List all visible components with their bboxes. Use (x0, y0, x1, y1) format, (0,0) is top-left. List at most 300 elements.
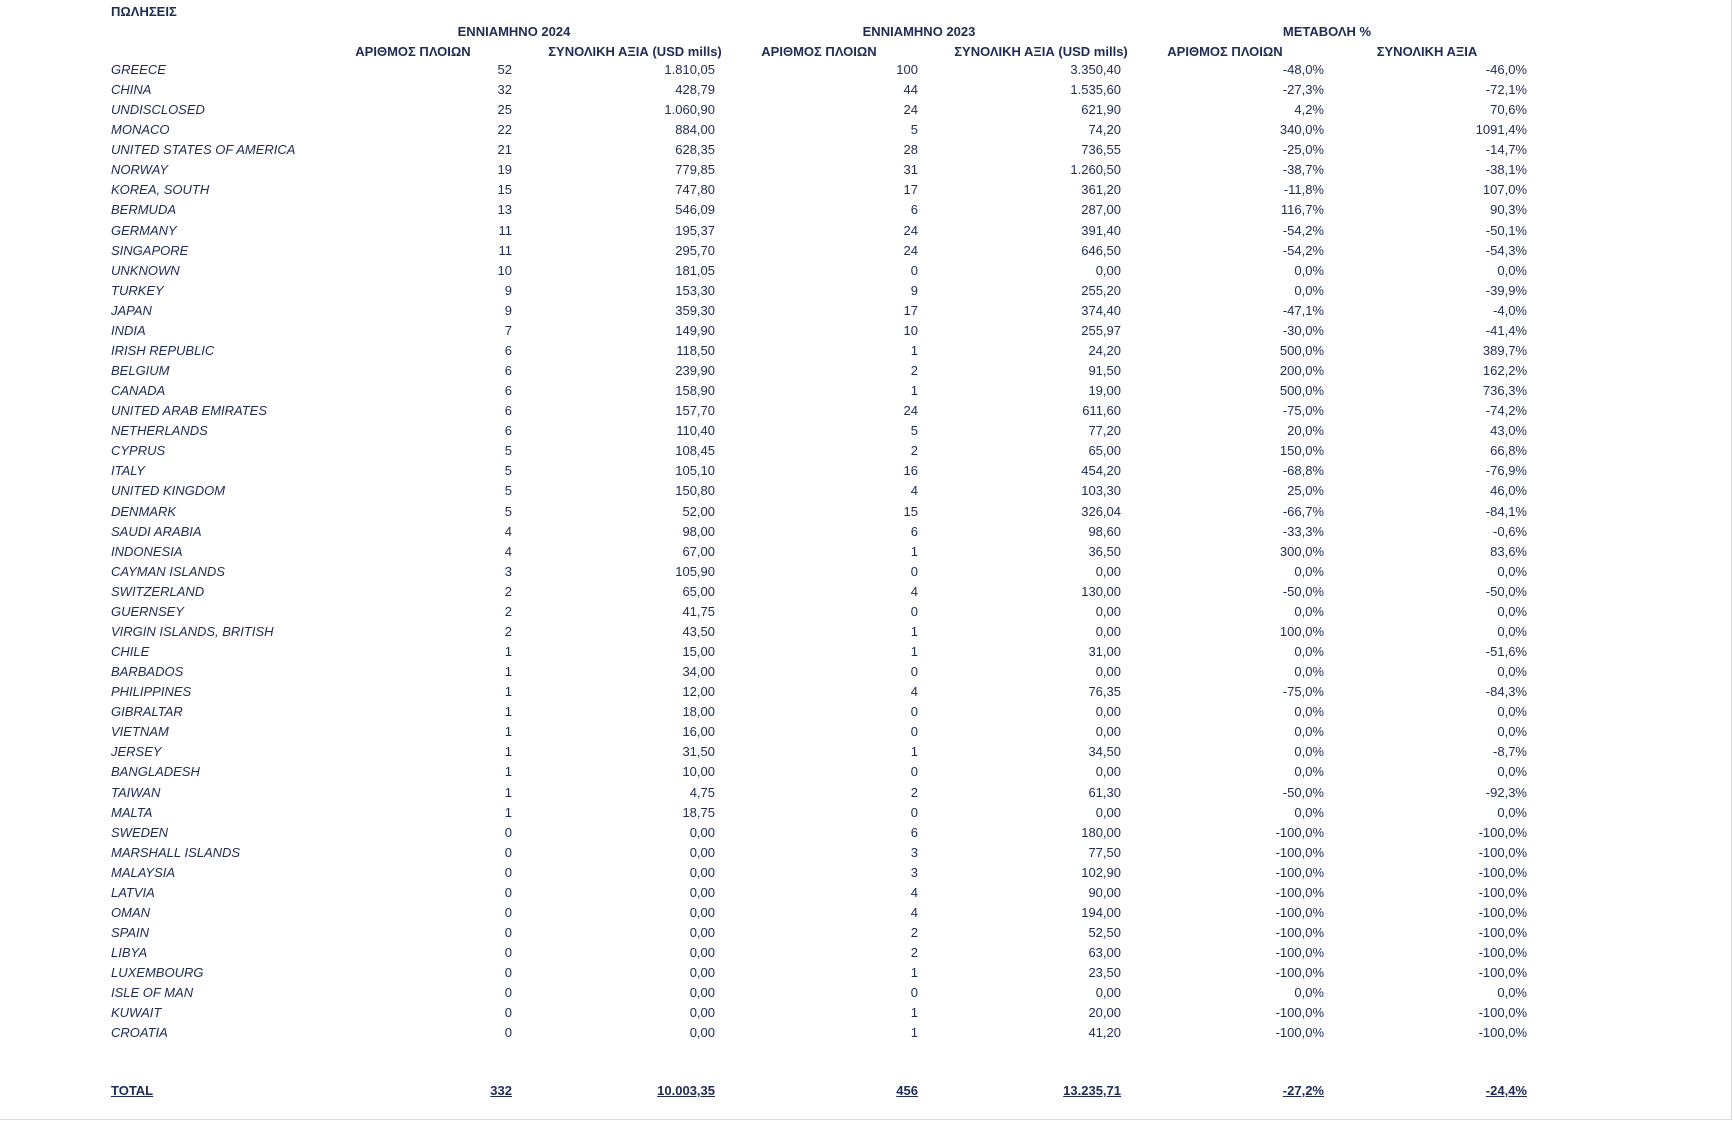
ships-2024-cell: 2 (504, 584, 512, 599)
country-cell: UNITED ARAB EMIRATES (111, 403, 268, 418)
ships-2023-cell: 0 (910, 764, 918, 779)
value-change-cell: -38,1% (1485, 162, 1527, 177)
ships-2023-cell: 0 (910, 664, 918, 679)
value-2023-cell: 36,50 (1088, 544, 1121, 559)
value-2024-cell: 0,00 (689, 1025, 715, 1040)
ships-change-cell: 500,0% (1279, 383, 1324, 398)
value-2023-cell: 24,20 (1088, 343, 1121, 358)
value-change-cell: 0,0% (1497, 564, 1527, 579)
ships-2024-cell: 11 (498, 223, 512, 238)
country-cell: UNKNOWN (111, 263, 180, 278)
value-change-cell: -51,6% (1485, 644, 1527, 659)
period-header-change: ΜΕΤΑΒΟΛΗ % (1282, 24, 1372, 39)
total-ships-change: -27,2% (1282, 1083, 1324, 1098)
value-2024-cell: 0,00 (689, 965, 715, 980)
ships-change-cell: -100,0% (1275, 925, 1324, 940)
ships-2024-cell: 1 (504, 704, 512, 719)
value-2023-cell: 63,00 (1088, 945, 1121, 960)
value-change-cell: 0,0% (1497, 985, 1527, 1000)
ships-2024-cell: 0 (504, 885, 512, 900)
country-cell: CHINA (111, 82, 152, 97)
value-2023-cell: 0,00 (1095, 664, 1121, 679)
value-2024-cell: 0,00 (689, 925, 715, 940)
ships-2023-cell: 1 (910, 383, 918, 398)
ships-change-cell: -66,7% (1282, 504, 1324, 519)
ships-2024-cell: 19 (497, 162, 512, 177)
ships-2023-cell: 31 (903, 162, 918, 177)
ships-change-cell: 0,0% (1294, 664, 1324, 679)
country-cell: VIETNAM (111, 724, 169, 739)
value-change-cell: -8,7% (1493, 744, 1527, 759)
value-2024-cell: 1.810,05 (664, 62, 715, 77)
ships-change-cell: 0,0% (1294, 764, 1324, 779)
ships-2023-cell: 4 (910, 584, 918, 599)
ships-2024-cell: 5 (504, 483, 512, 498)
country-cell: JAPAN (111, 303, 152, 318)
country-cell: MARSHALL ISLANDS (111, 845, 241, 860)
value-2023-cell: 0,00 (1095, 564, 1121, 579)
ships-2024-cell: 32 (497, 82, 512, 97)
value-2024-cell: 181,05 (675, 263, 715, 278)
value-2024-cell: 153,30 (675, 283, 715, 298)
ships-2024-cell: 6 (504, 383, 512, 398)
value-change-cell: 70,6% (1490, 102, 1527, 117)
value-change-cell: 1091,4% (1475, 122, 1527, 137)
ships-change-cell: 0,0% (1294, 564, 1324, 579)
ships-2024-cell: 6 (504, 363, 512, 378)
value-change-cell: -41,4% (1485, 323, 1527, 338)
ships-change-cell: 340,0% (1279, 122, 1324, 137)
ships-2023-cell: 28 (903, 142, 918, 157)
total-value-2024: 10.003,35 (657, 1083, 715, 1098)
value-2024-cell: 195,37 (675, 223, 715, 238)
ships-2023-cell: 4 (910, 905, 918, 920)
value-change-cell: 43,0% (1490, 423, 1527, 438)
ships-change-cell: 0,0% (1294, 283, 1324, 298)
value-change-cell: 83,6% (1490, 544, 1527, 559)
country-cell: TURKEY (111, 283, 164, 298)
ships-2023-cell: 5 (910, 423, 918, 438)
ships-change-cell: 0,0% (1294, 263, 1324, 278)
value-change-cell: 46,0% (1490, 483, 1527, 498)
value-change-cell: -100,0% (1478, 965, 1527, 980)
ships-change-cell: -30,0% (1282, 323, 1324, 338)
ships-2023-cell: 1 (910, 744, 918, 759)
country-cell: SAUDI ARABIA (111, 524, 202, 539)
value-2023-cell: 3.350,40 (1070, 62, 1121, 77)
ships-change-cell: -75,0% (1282, 403, 1324, 418)
col-header-value-2023: ΣΥΝΟΛΙΚΗ ΑΞΙΑ (USD mills) (954, 44, 1128, 59)
ships-2024-cell: 6 (504, 403, 512, 418)
country-cell: MONACO (111, 122, 170, 137)
ships-2024-cell: 2 (504, 604, 512, 619)
country-cell: OMAN (111, 905, 150, 920)
ships-2024-cell: 5 (504, 443, 512, 458)
value-change-cell: -50,1% (1485, 223, 1527, 238)
ships-change-cell: -50,0% (1282, 584, 1324, 599)
ships-2024-cell: 0 (504, 925, 512, 940)
value-2024-cell: 157,70 (675, 403, 715, 418)
ships-2023-cell: 0 (910, 985, 918, 1000)
value-2024-cell: 779,85 (675, 162, 715, 177)
value-2023-cell: 621,90 (1081, 102, 1121, 117)
total-value-change: -24,4% (1485, 1083, 1527, 1098)
ships-2024-cell: 2 (504, 624, 512, 639)
value-2023-cell: 287,00 (1081, 202, 1121, 217)
ships-2024-cell: 1 (504, 744, 512, 759)
value-2024-cell: 295,70 (675, 243, 715, 258)
ships-change-cell: 0,0% (1294, 724, 1324, 739)
period-header-2023: ΕΝΝΙΑΜΗΝΟ 2023 (862, 24, 976, 39)
value-2023-cell: 194,00 (1081, 905, 1121, 920)
value-2023-cell: 19,00 (1088, 383, 1121, 398)
ships-2024-cell: 52 (497, 62, 512, 77)
country-cell: BARBADOS (111, 664, 184, 679)
ships-2024-cell: 5 (504, 463, 512, 478)
value-2023-cell: 0,00 (1095, 724, 1121, 739)
ships-change-cell: 200,0% (1279, 363, 1324, 378)
country-cell: JERSEY (111, 744, 162, 759)
value-change-cell: 162,2% (1482, 363, 1527, 378)
value-2023-cell: 0,00 (1095, 704, 1121, 719)
country-cell: LIBYA (111, 945, 148, 960)
value-2024-cell: 118,50 (676, 343, 715, 358)
value-2024-cell: 67,00 (682, 544, 715, 559)
ships-change-cell: 0,0% (1294, 985, 1324, 1000)
ships-2023-cell: 24 (903, 403, 918, 418)
country-cell: ITALY (111, 463, 145, 478)
value-2024-cell: 18,00 (682, 704, 715, 719)
ships-2023-cell: 16 (903, 463, 918, 478)
total-value-2023-wrap (961, 1083, 1121, 1099)
value-2023-cell: 255,97 (1081, 323, 1121, 338)
value-2024-cell: 149,90 (675, 323, 715, 338)
value-2024-cell: 16,00 (682, 724, 715, 739)
total-ships-2024: 332 (490, 1083, 512, 1098)
ships-2024-cell: 1 (504, 785, 512, 800)
total-label: TOTAL (111, 1083, 154, 1098)
value-change-cell: -100,0% (1478, 885, 1527, 900)
country-cell: IRISH REPUBLIC (111, 343, 215, 358)
value-2023-cell: 736,55 (1081, 142, 1121, 157)
country-cell: INDIA (111, 323, 146, 338)
ships-change-cell: 300,0% (1279, 544, 1324, 559)
ships-change-cell: 0,0% (1294, 644, 1324, 659)
country-cell: NETHERLANDS (111, 423, 208, 438)
value-change-cell: 107,0% (1482, 182, 1527, 197)
value-2024-cell: 18,75 (682, 805, 715, 820)
ships-2024-cell: 0 (504, 905, 512, 920)
total-value-change-wrap (1367, 1083, 1527, 1099)
ships-2024-cell: 1 (504, 764, 512, 779)
value-2024-cell: 0,00 (689, 985, 715, 1000)
ships-2023-cell: 4 (910, 885, 918, 900)
value-2024-cell: 158,90 (675, 383, 715, 398)
col-header-ships-2024: ΑΡΙΘΜΟΣ ΠΛΟΙΩΝ (355, 44, 471, 59)
value-2024-cell: 98,00 (682, 524, 715, 539)
country-cell: UNITED STATES OF AMERICA (111, 142, 296, 157)
value-change-cell: 389,7% (1482, 343, 1527, 358)
ships-change-cell: 100,0% (1279, 624, 1324, 639)
value-2024-cell: 4,75 (689, 785, 715, 800)
value-2024-cell: 52,00 (682, 504, 715, 519)
country-cell: NORWAY (111, 162, 169, 177)
sheet-title: ΠΩΛΗΣΕΙΣ (111, 4, 177, 19)
value-2024-cell: 1.060,90 (664, 102, 715, 117)
ships-2023-cell: 0 (910, 604, 918, 619)
country-cell: BERMUDA (111, 202, 177, 217)
value-change-cell: -72,1% (1485, 82, 1527, 97)
value-2023-cell: 52,50 (1088, 925, 1121, 940)
value-2024-cell: 10,00 (682, 764, 715, 779)
ships-2024-cell: 0 (504, 865, 512, 880)
country-cell: CROATIA (111, 1025, 168, 1040)
value-2024-cell: 105,10 (675, 463, 715, 478)
ships-2024-cell: 15 (497, 182, 512, 197)
value-change-cell: -100,0% (1478, 1005, 1527, 1020)
ships-change-cell: -48,0% (1282, 62, 1324, 77)
ships-2023-cell: 6 (910, 202, 918, 217)
value-change-cell: -46,0% (1485, 62, 1527, 77)
value-change-cell: -54,3% (1485, 243, 1527, 258)
country-cell: LUXEMBOURG (111, 965, 204, 980)
country-cell: DENMARK (111, 504, 177, 519)
value-change-cell: -100,0% (1478, 945, 1527, 960)
ships-change-cell: 116,7% (1280, 202, 1324, 217)
value-2023-cell: 98,60 (1088, 524, 1121, 539)
ships-2023-cell: 24 (903, 223, 918, 238)
ships-change-cell: 4,2% (1294, 102, 1324, 117)
country-cell: PHILIPPINES (111, 684, 192, 699)
value-2024-cell: 884,00 (675, 122, 715, 137)
value-2024-cell: 0,00 (689, 885, 715, 900)
ships-change-cell: -100,0% (1275, 905, 1324, 920)
value-2024-cell: 628,35 (675, 142, 715, 157)
ships-change-cell: -100,0% (1275, 885, 1324, 900)
ships-change-cell: 500,0% (1279, 343, 1324, 358)
country-cell: INDONESIA (111, 544, 183, 559)
total-ships-change-wrap (1164, 1083, 1324, 1099)
country-cell: CHILE (111, 644, 150, 659)
col-header-value-change: ΣΥΝΟΛΙΚΗ ΑΞΙΑ (1376, 44, 1478, 59)
ships-change-cell: -47,1% (1282, 303, 1324, 318)
value-2024-cell: 31,50 (682, 744, 715, 759)
value-2023-cell: 41,20 (1088, 1025, 1121, 1040)
value-2024-cell: 0,00 (689, 905, 715, 920)
value-2023-cell: 326,04 (1081, 504, 1121, 519)
value-2023-cell: 0,00 (1095, 805, 1121, 820)
ships-2023-cell: 1 (910, 1025, 918, 1040)
ships-2023-cell: 6 (910, 524, 918, 539)
ships-2024-cell: 0 (504, 965, 512, 980)
ships-change-cell: 0,0% (1294, 704, 1324, 719)
value-2023-cell: 20,00 (1088, 1005, 1121, 1020)
value-change-cell: -100,0% (1478, 905, 1527, 920)
value-2023-cell: 374,40 (1081, 303, 1121, 318)
value-2023-cell: 454,20 (1081, 463, 1121, 478)
country-cell: CANADA (111, 383, 166, 398)
ships-2024-cell: 0 (504, 825, 512, 840)
ships-2024-cell: 7 (504, 323, 512, 338)
total-ships-2024-wrap (352, 1083, 512, 1099)
ships-change-cell: 0,0% (1294, 805, 1324, 820)
value-2024-cell: 43,50 (682, 624, 715, 639)
value-2024-cell: 359,30 (675, 303, 715, 318)
value-2023-cell: 646,50 (1081, 243, 1121, 258)
value-2023-cell: 391,40 (1081, 223, 1121, 238)
ships-2023-cell: 1 (910, 544, 918, 559)
col-header-value-2024: ΣΥΝΟΛΙΚΗ ΑΞΙΑ (USD mills) (548, 44, 722, 59)
value-change-cell: 0,0% (1497, 624, 1527, 639)
ships-2023-cell: 0 (910, 564, 918, 579)
value-2024-cell: 0,00 (689, 845, 715, 860)
ships-change-cell: -100,0% (1275, 945, 1324, 960)
ships-2023-cell: 1 (910, 343, 918, 358)
value-change-cell: 0,0% (1497, 664, 1527, 679)
value-2023-cell: 90,00 (1088, 885, 1121, 900)
value-change-cell: 0,0% (1497, 704, 1527, 719)
total-value-2024-wrap (555, 1083, 715, 1099)
value-change-cell: -100,0% (1478, 1025, 1527, 1040)
value-2023-cell: 77,20 (1088, 423, 1121, 438)
value-2023-cell: 23,50 (1088, 965, 1121, 980)
value-change-cell: -100,0% (1478, 865, 1527, 880)
value-2023-cell: 1.535,60 (1070, 82, 1121, 97)
value-2023-cell: 76,35 (1088, 684, 1121, 699)
value-2023-cell: 180,00 (1081, 825, 1121, 840)
ships-2024-cell: 4 (504, 544, 512, 559)
value-change-cell: -100,0% (1478, 825, 1527, 840)
value-change-cell: 0,0% (1497, 764, 1527, 779)
ships-2024-cell: 1 (504, 684, 512, 699)
value-2023-cell: 34,50 (1088, 744, 1121, 759)
ships-change-cell: -11,8% (1283, 182, 1324, 197)
ships-2023-cell: 17 (903, 303, 918, 318)
total-label-wrap (111, 1083, 371, 1099)
ships-change-cell: 20,0% (1287, 423, 1324, 438)
value-2023-cell: 0,00 (1095, 764, 1121, 779)
value-change-cell: -100,0% (1478, 925, 1527, 940)
value-2023-cell: 611,60 (1082, 403, 1121, 418)
ships-2023-cell: 44 (903, 82, 918, 97)
ships-2023-cell: 3 (910, 865, 918, 880)
ships-change-cell: -38,7% (1282, 162, 1324, 177)
ships-2024-cell: 0 (504, 945, 512, 960)
ships-2024-cell: 5 (504, 504, 512, 519)
country-cell: KUWAIT (111, 1005, 162, 1020)
value-change-cell: -4,0% (1493, 303, 1527, 318)
ships-change-cell: -100,0% (1275, 845, 1324, 860)
value-2024-cell: 41,75 (682, 604, 715, 619)
value-2023-cell: 61,30 (1088, 785, 1121, 800)
country-cell: LATVIA (111, 885, 155, 900)
ships-change-cell: 150,0% (1279, 443, 1324, 458)
ships-2023-cell: 1 (910, 1005, 918, 1020)
value-change-cell: 90,3% (1490, 202, 1527, 217)
ships-2023-cell: 0 (910, 704, 918, 719)
value-2023-cell: 103,30 (1081, 483, 1121, 498)
country-cell: UNDISCLOSED (111, 102, 205, 117)
value-2023-cell: 65,00 (1088, 443, 1121, 458)
period-header-2024: ΕΝΝΙΑΜΗΝΟ 2024 (457, 24, 571, 39)
value-change-cell: -14,7% (1485, 142, 1527, 157)
ships-2024-cell: 9 (504, 283, 512, 298)
value-2024-cell: 239,90 (675, 363, 715, 378)
value-2024-cell: 12,00 (682, 684, 715, 699)
value-2024-cell: 0,00 (689, 865, 715, 880)
value-2023-cell: 77,50 (1088, 845, 1121, 860)
value-2023-cell: 130,00 (1081, 584, 1121, 599)
ships-2023-cell: 24 (903, 102, 918, 117)
ships-2024-cell: 1 (504, 805, 512, 820)
ships-2023-cell: 17 (903, 182, 918, 197)
ships-2023-cell: 0 (910, 724, 918, 739)
ships-change-cell: -100,0% (1275, 825, 1324, 840)
value-2024-cell: 150,80 (675, 483, 715, 498)
value-2024-cell: 108,45 (675, 443, 715, 458)
country-cell: GERMANY (111, 223, 177, 238)
ships-2024-cell: 22 (497, 122, 512, 137)
ships-2023-cell: 24 (903, 243, 918, 258)
ships-2023-cell: 4 (910, 483, 918, 498)
ships-change-cell: -54,2% (1282, 243, 1324, 258)
col-header-ships-change: ΑΡΙΘΜΟΣ ΠΛΟΙΩΝ (1167, 44, 1283, 59)
ships-change-cell: 25,0% (1287, 483, 1324, 498)
ships-change-cell: -100,0% (1275, 965, 1324, 980)
value-2023-cell: 0,00 (1095, 604, 1121, 619)
value-change-cell: -92,3% (1485, 785, 1527, 800)
ships-2024-cell: 6 (504, 423, 512, 438)
country-cell: GIBRALTAR (111, 704, 183, 719)
value-change-cell: 0,0% (1497, 604, 1527, 619)
ships-change-cell: -100,0% (1275, 1005, 1324, 1020)
ships-2023-cell: 2 (910, 925, 918, 940)
ships-2023-cell: 1 (910, 644, 918, 659)
ships-change-cell: 0,0% (1294, 744, 1324, 759)
ships-2024-cell: 10 (497, 263, 512, 278)
ships-2024-cell: 3 (504, 564, 512, 579)
value-change-cell: -76,9% (1485, 463, 1527, 478)
country-cell: BELGIUM (111, 363, 170, 378)
country-cell: ISLE OF MAN (111, 985, 194, 1000)
value-change-cell: -84,3% (1485, 684, 1527, 699)
value-2023-cell: 0,00 (1095, 624, 1121, 639)
ships-2024-cell: 1 (504, 644, 512, 659)
country-cell: SWITZERLAND (111, 584, 205, 599)
country-cell: MALAYSIA (111, 865, 176, 880)
ships-2024-cell: 6 (504, 343, 512, 358)
ships-2023-cell: 15 (903, 504, 918, 519)
country-cell: CYPRUS (111, 443, 166, 458)
ships-2024-cell: 13 (497, 202, 512, 217)
value-change-cell: 0,0% (1497, 724, 1527, 739)
ships-change-cell: -27,3% (1282, 82, 1324, 97)
value-2023-cell: 361,20 (1081, 182, 1121, 197)
value-2023-cell: 0,00 (1095, 985, 1121, 1000)
ships-2023-cell: 0 (910, 805, 918, 820)
ships-change-cell: -54,2% (1282, 223, 1324, 238)
ships-2023-cell: 6 (910, 825, 918, 840)
country-cell: GREECE (111, 62, 166, 77)
country-cell: SWEDEN (111, 825, 169, 840)
ships-2024-cell: 1 (504, 664, 512, 679)
ships-2023-cell: 3 (910, 845, 918, 860)
value-change-cell: 66,8% (1490, 443, 1527, 458)
ships-2024-cell: 25 (497, 102, 512, 117)
ships-change-cell: 0,0% (1294, 604, 1324, 619)
value-change-cell: 736,3% (1482, 383, 1527, 398)
ships-change-cell: -25,0% (1282, 142, 1324, 157)
